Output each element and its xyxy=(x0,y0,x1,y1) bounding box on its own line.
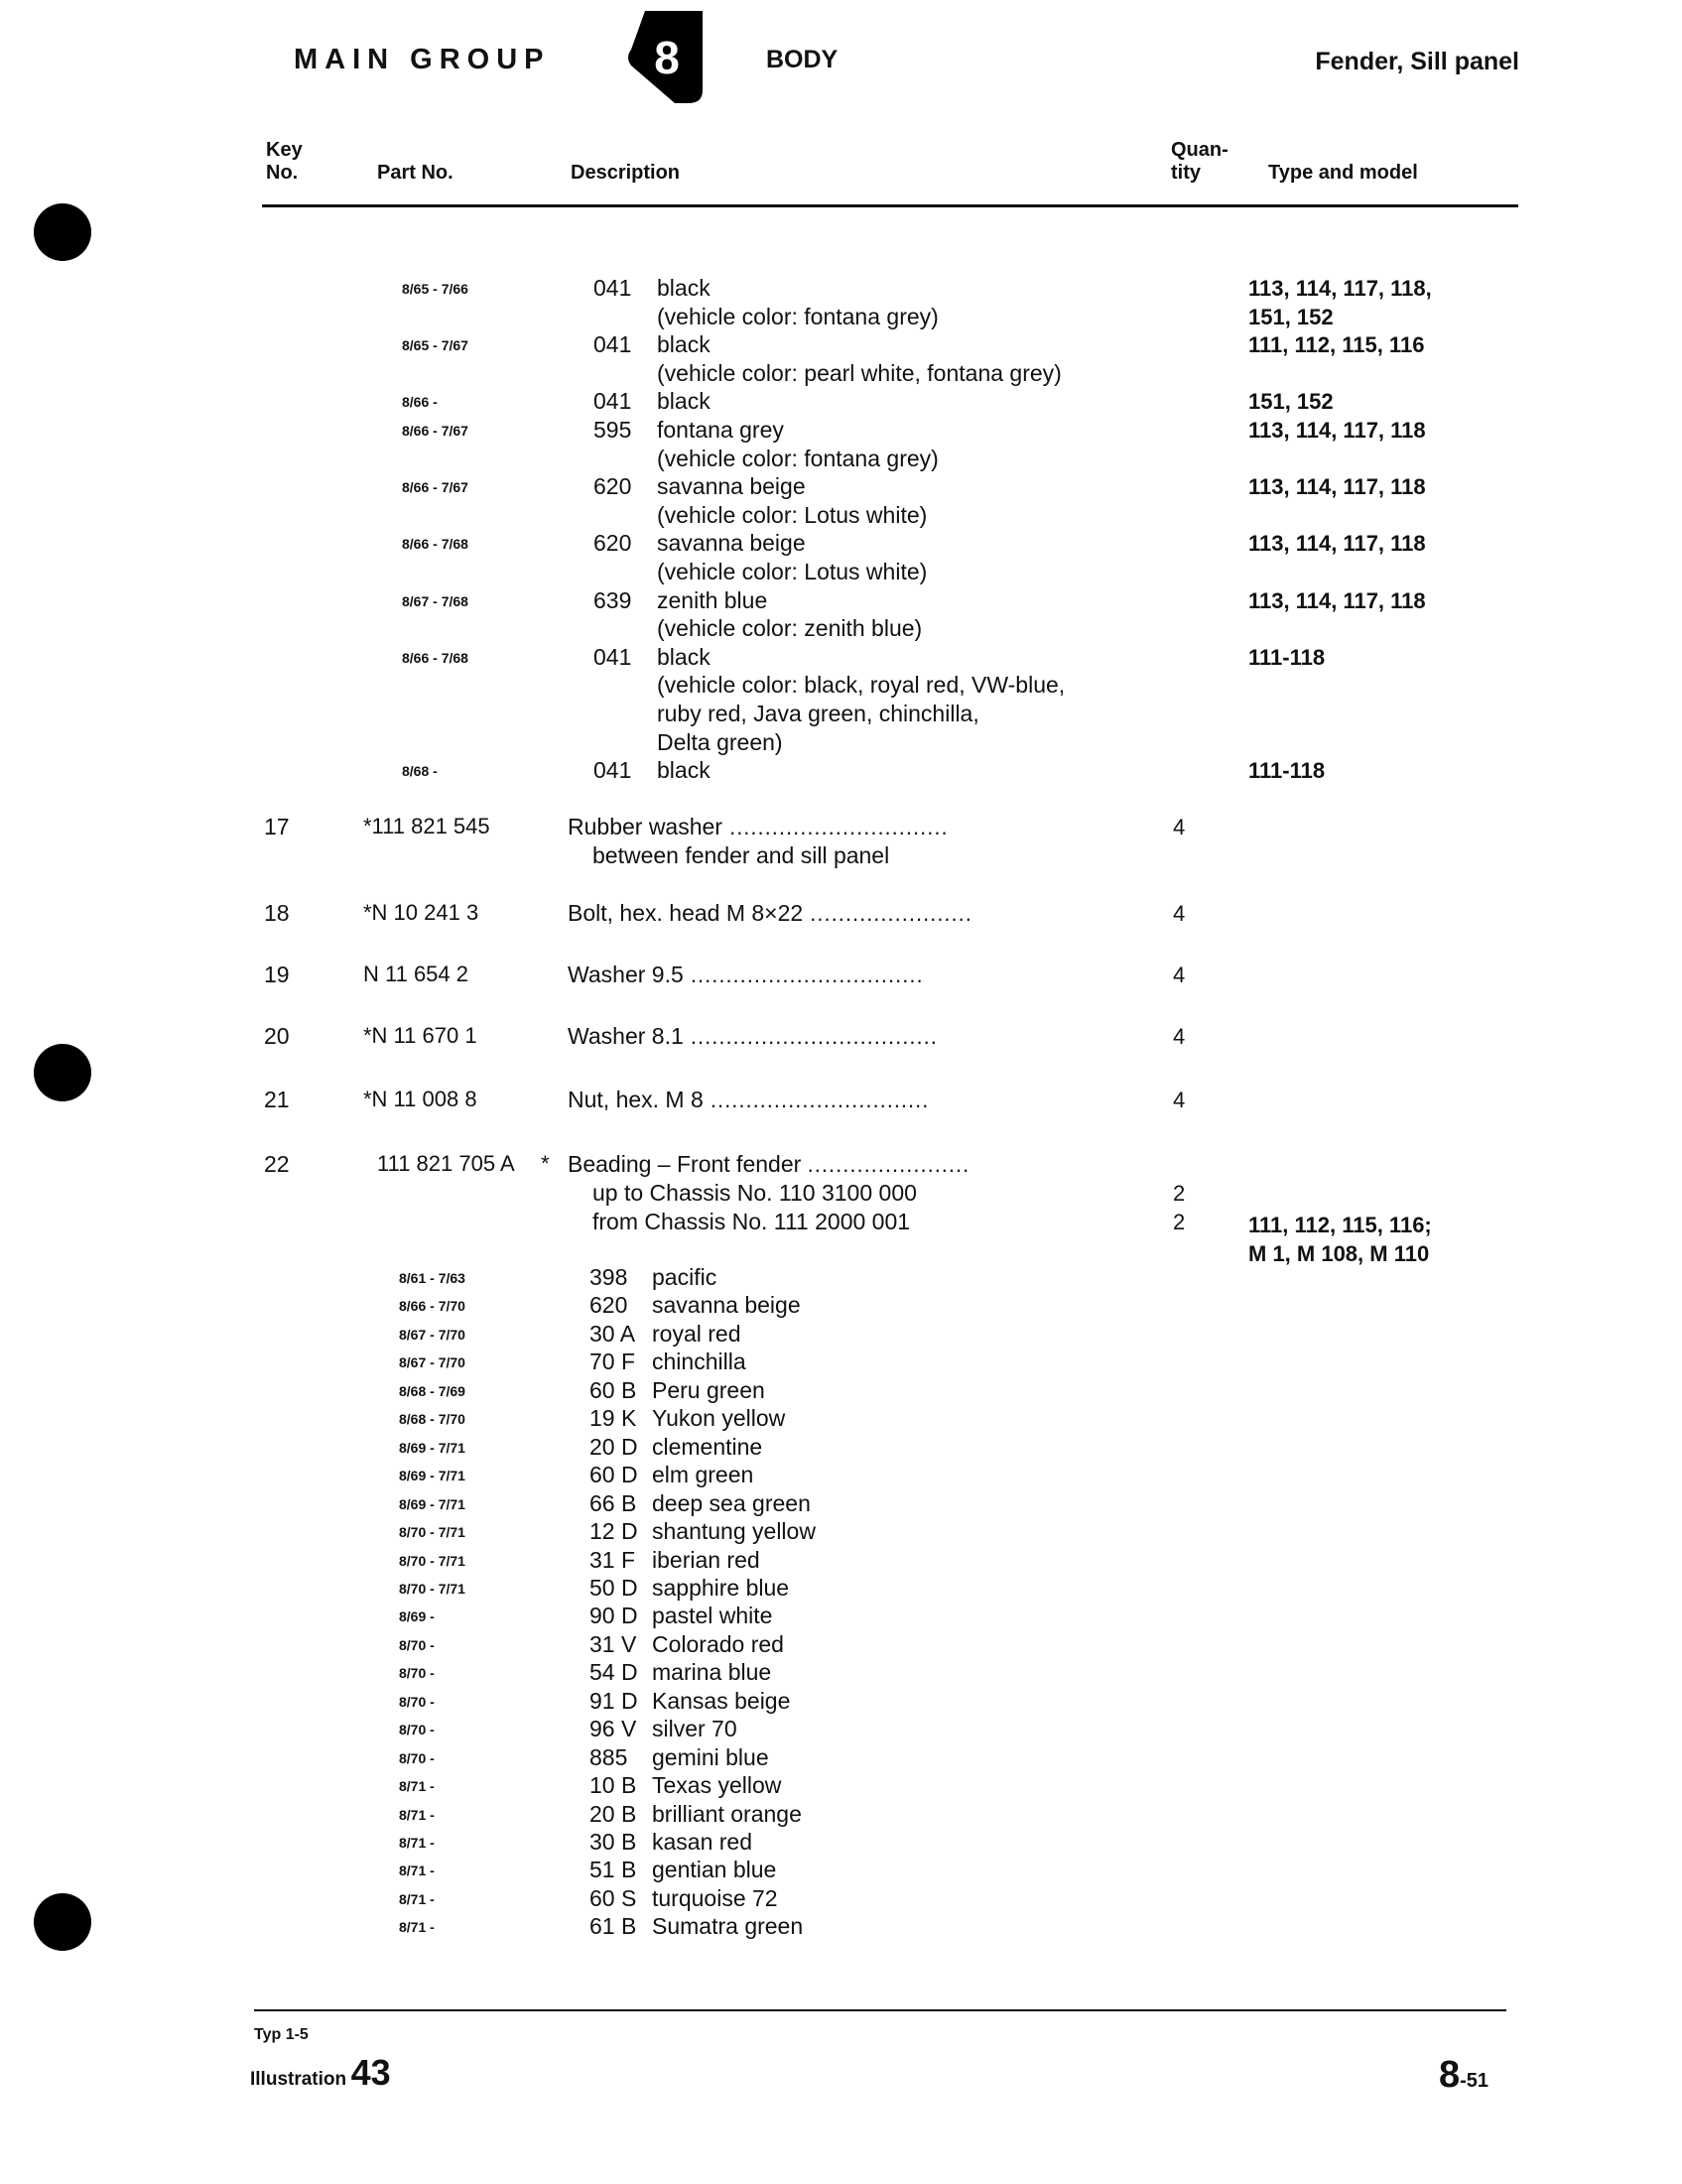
beading-sub-2: from Chassis No. 111 2000 001 xyxy=(592,1209,911,1234)
beading-qty-2: 2 xyxy=(1173,1210,1186,1234)
color-name: marina blue xyxy=(652,1659,772,1686)
color-code: 041 xyxy=(593,757,632,784)
quantity: 4 xyxy=(1173,901,1186,926)
color-code: 620 xyxy=(589,1292,628,1319)
color-name: black xyxy=(657,388,711,415)
color-code: 041 xyxy=(593,643,632,670)
type-range: Typ 1-5 xyxy=(254,2026,309,2043)
part-number: 111 821 705 A xyxy=(377,1151,515,1176)
col-header-type-model: Type and model xyxy=(1268,162,1418,184)
color-code: 60 D xyxy=(589,1462,638,1488)
type-model: 113, 114, 117, 118, xyxy=(1248,276,1432,301)
color-name: gemini blue xyxy=(652,1743,769,1770)
part-number: *111 821 545 xyxy=(363,814,490,838)
color-name: fontana grey xyxy=(657,417,784,443)
color-code: 30 A xyxy=(589,1320,636,1347)
col-header-description: Description xyxy=(571,162,681,184)
col-header-part-no: Part No. xyxy=(377,162,453,184)
quantity: 4 xyxy=(1173,815,1186,839)
production-dates: 8/68 - 7/69 xyxy=(399,1382,465,1399)
col-header-key: Key No. xyxy=(266,139,303,184)
footer-rule xyxy=(254,2009,1506,2011)
production-dates: 8/68 - 7/70 xyxy=(399,1411,465,1428)
color-name: pacific xyxy=(652,1264,717,1290)
color-code: 51 B xyxy=(589,1857,637,1883)
key-number: 20 xyxy=(264,1023,290,1049)
part-description: Rubber washer ............................... xyxy=(568,814,949,839)
production-dates: 8/69 - 7/71 xyxy=(399,1495,465,1512)
production-dates: 8/69 - xyxy=(399,1608,435,1625)
color-code: 31 V xyxy=(589,1630,637,1657)
quantity: 4 xyxy=(1173,963,1186,987)
key-number: 21 xyxy=(264,1087,290,1112)
type-model: 111, 112, 115, 116 xyxy=(1248,332,1425,358)
color-name: royal red xyxy=(652,1320,741,1347)
color-code: 20 D xyxy=(589,1433,638,1460)
vehicle-color-note: (vehicle color: zenith blue) xyxy=(657,615,923,642)
production-dates: 8/67 - 7/68 xyxy=(402,592,468,609)
color-name: Yukon yellow xyxy=(652,1405,786,1432)
type-model: 151, 152 xyxy=(1248,304,1334,329)
color-name: clementine xyxy=(652,1433,763,1460)
production-dates: 8/71 - xyxy=(399,1919,435,1936)
group-number-badge xyxy=(625,6,709,105)
color-code: 620 xyxy=(593,530,632,557)
production-dates: 8/71 - xyxy=(399,1890,435,1907)
color-name: chinchilla xyxy=(652,1349,746,1375)
beading-sub-1: up to Chassis No. 110 3100 000 xyxy=(592,1180,917,1206)
production-dates: 8/66 - xyxy=(402,394,438,411)
production-dates: 8/68 - xyxy=(402,763,438,780)
color-name: black xyxy=(657,275,711,301)
binder-hole-top xyxy=(34,203,91,261)
color-code: 50 D xyxy=(589,1574,638,1601)
color-code: 66 B xyxy=(589,1489,637,1516)
color-name: silver 70 xyxy=(652,1716,737,1742)
color-name: Sumatra green xyxy=(652,1913,804,1940)
color-name: Kansas beige xyxy=(652,1687,791,1714)
color-code: 041 xyxy=(593,275,632,301)
color-name: turquoise 72 xyxy=(652,1884,778,1911)
color-name: zenith blue xyxy=(657,586,768,613)
color-name: iberian red xyxy=(652,1546,760,1573)
color-name: black xyxy=(657,331,711,358)
part-description: Bolt, hex. head M 8×22 ....................... xyxy=(568,900,972,926)
color-code: 885 xyxy=(589,1743,628,1770)
color-code: 620 xyxy=(593,473,632,500)
production-dates: 8/69 - 7/71 xyxy=(399,1439,465,1456)
vehicle-color-note: (vehicle color: fontana grey) xyxy=(657,445,939,471)
color-name: black xyxy=(657,643,711,670)
production-dates: 8/70 - xyxy=(399,1636,435,1653)
col-header-quantity: Quan- tity xyxy=(1171,139,1229,184)
production-dates: 8/70 - 7/71 xyxy=(399,1524,465,1541)
production-dates: 8/71 - xyxy=(399,1806,435,1823)
type-model: 113, 114, 117, 118 xyxy=(1248,587,1426,613)
color-name: Texas yellow xyxy=(652,1772,782,1799)
group-number: 8 xyxy=(654,32,680,83)
vehicle-color-note: (vehicle color: black, royal red, VW-blue, xyxy=(657,672,1066,699)
page-number: 8-51 xyxy=(1439,2054,1489,2096)
production-dates: 8/66 - 7/67 xyxy=(402,479,468,496)
part-description: Washer 8.1 ................................... xyxy=(568,1023,938,1049)
color-code: 90 D xyxy=(589,1603,638,1629)
color-code: 70 F xyxy=(589,1349,636,1375)
color-name: shantung yellow xyxy=(652,1518,816,1545)
type-model: 113, 114, 117, 118 xyxy=(1248,418,1426,443)
vehicle-color-note: ruby red, Java green, chinchilla, xyxy=(657,701,979,726)
color-code: 398 xyxy=(589,1264,628,1290)
binder-hole-bottom xyxy=(34,1893,91,1951)
vehicle-color-note: (vehicle color: Lotus white) xyxy=(657,559,928,584)
part-number: *N 11 670 1 xyxy=(363,1023,477,1048)
binder-hole-middle xyxy=(34,1044,91,1101)
color-code: 12 D xyxy=(589,1518,638,1545)
color-code: 20 B xyxy=(589,1800,637,1827)
color-name: elm green xyxy=(652,1462,754,1488)
color-code: 96 V xyxy=(589,1716,637,1742)
header-rule xyxy=(262,204,1518,207)
color-name: brilliant orange xyxy=(652,1800,802,1827)
color-code: 60 B xyxy=(589,1376,637,1403)
color-code: 60 S xyxy=(589,1884,637,1911)
color-name: pastel white xyxy=(652,1603,773,1629)
production-dates: 8/71 - xyxy=(399,1863,435,1879)
part-number: *N 10 241 3 xyxy=(363,900,479,925)
color-code: 041 xyxy=(593,331,632,358)
part-description: Nut, hex. M 8 ............................... xyxy=(568,1087,930,1112)
production-dates: 8/67 - 7/70 xyxy=(399,1326,465,1343)
color-name: kasan red xyxy=(652,1829,753,1855)
production-dates: 8/67 - 7/70 xyxy=(399,1354,465,1371)
color-code: 31 F xyxy=(589,1546,636,1573)
production-dates: 8/71 - xyxy=(399,1835,435,1851)
color-code: 639 xyxy=(593,586,632,613)
production-dates: 8/66 - 7/68 xyxy=(402,536,468,553)
production-dates: 8/65 - 7/66 xyxy=(402,281,468,297)
vehicle-color-note: (vehicle color: fontana grey) xyxy=(657,303,939,329)
key-number: 22 xyxy=(264,1151,290,1177)
section-title: Fender, Sill panel xyxy=(1315,48,1519,75)
key-number: 19 xyxy=(264,962,290,987)
color-name: savanna beige xyxy=(657,473,806,500)
production-dates: 8/70 - 7/71 xyxy=(399,1552,465,1569)
color-name: Colorado red xyxy=(652,1630,784,1657)
color-code: 61 B xyxy=(589,1913,637,1940)
vehicle-color-note: (vehicle color: pearl white, fontana grey) xyxy=(657,359,1062,386)
color-code: 10 B xyxy=(589,1772,637,1799)
production-dates: 8/66 - 7/70 xyxy=(399,1298,465,1315)
main-group-label: MAIN GROUP xyxy=(294,44,551,75)
part-description: Beading – Front fender ....................... xyxy=(568,1151,970,1177)
production-dates: 8/69 - 7/71 xyxy=(399,1468,465,1484)
production-dates: 8/65 - 7/67 xyxy=(402,337,468,354)
production-dates: 8/70 - xyxy=(399,1722,435,1738)
color-name: Peru green xyxy=(652,1376,765,1403)
color-name: savanna beige xyxy=(652,1292,801,1319)
part-sub-description: between fender and sill panel xyxy=(592,842,890,868)
production-dates: 8/71 - xyxy=(399,1778,435,1795)
color-code: 30 B xyxy=(589,1829,637,1855)
color-name: sapphire blue xyxy=(652,1574,790,1601)
group-name: BODY xyxy=(766,46,839,73)
production-dates: 8/66 - 7/67 xyxy=(402,423,468,439)
type-model: 111-118 xyxy=(1248,758,1326,784)
part-description: Washer 9.5 ................................. xyxy=(568,962,924,987)
key-number: 18 xyxy=(264,900,290,926)
color-code: 91 D xyxy=(589,1687,638,1714)
production-dates: 8/70 - xyxy=(399,1693,435,1710)
quantity: 4 xyxy=(1173,1088,1186,1112)
production-dates: 8/70 - xyxy=(399,1749,435,1766)
color-name: savanna beige xyxy=(657,530,806,557)
production-dates: 8/61 - 7/63 xyxy=(399,1270,465,1286)
quantity: 4 xyxy=(1173,1024,1186,1049)
part-number: *N 11 008 8 xyxy=(363,1087,477,1111)
vehicle-color-note: Delta green) xyxy=(657,728,783,755)
new-part-star: * xyxy=(541,1151,550,1176)
color-name: deep sea green xyxy=(652,1489,811,1516)
type-model: 113, 114, 117, 118 xyxy=(1248,474,1426,500)
type-model: 111-118 xyxy=(1248,644,1326,670)
production-dates: 8/70 - 7/71 xyxy=(399,1580,465,1597)
color-code: 19 K xyxy=(589,1405,637,1432)
key-number: 17 xyxy=(264,814,290,839)
color-name: gentian blue xyxy=(652,1857,777,1883)
vehicle-color-note: (vehicle color: Lotus white) xyxy=(657,501,928,528)
color-code: 041 xyxy=(593,388,632,415)
production-dates: 8/70 - xyxy=(399,1665,435,1682)
beading-qty-1: 2 xyxy=(1173,1181,1186,1206)
illustration-ref: Illustration 43 xyxy=(250,2052,391,2093)
type-model: 151, 152 xyxy=(1248,389,1334,415)
type-model: 113, 114, 117, 118 xyxy=(1248,531,1426,557)
color-name: black xyxy=(657,757,711,784)
type-model: 111, 112, 115, 116; M 1, M 108, M 110 xyxy=(1248,1213,1432,1266)
color-code: 54 D xyxy=(589,1659,638,1686)
part-number: N 11 654 2 xyxy=(363,962,469,986)
color-code: 595 xyxy=(593,417,632,443)
production-dates: 8/66 - 7/68 xyxy=(402,649,468,666)
